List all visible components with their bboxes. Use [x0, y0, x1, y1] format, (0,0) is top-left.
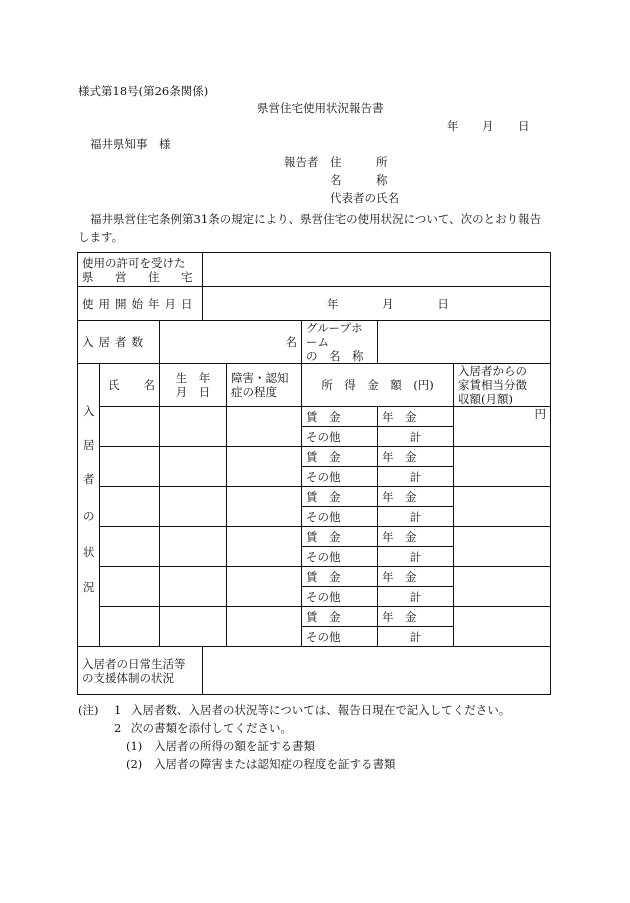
resident-dob-field[interactable]: [160, 607, 227, 647]
grouphome-name-field[interactable]: [378, 321, 551, 364]
resident-name-field[interactable]: [100, 567, 160, 607]
notes-label: (注): [78, 703, 99, 717]
status-char-5: 状: [83, 545, 95, 559]
start-date-label: 使用開始年月日: [78, 287, 203, 321]
date-year: 年: [447, 119, 459, 133]
income-pension-label: 年 金: [378, 447, 454, 467]
resident-dob-field[interactable]: [160, 447, 227, 487]
table-row: [78, 527, 551, 547]
support-system-field[interactable]: [203, 647, 551, 695]
resident-disability-field[interactable]: [227, 607, 302, 647]
income-wage-label: 賃 金: [302, 527, 378, 547]
residents-count-label: 入居者数: [78, 321, 160, 364]
status-char-4: の: [83, 509, 95, 523]
resident-disability-field[interactable]: [227, 567, 302, 607]
reporter-label: 報告者: [284, 155, 319, 169]
note2-text: 次の書類を添付してください。: [131, 721, 292, 735]
resident-disability-field[interactable]: [227, 527, 302, 567]
table-row: [78, 607, 551, 627]
subnote2-text: 入居者の障害または認知症の程度を証する書類: [154, 757, 396, 771]
note2-number: 2: [114, 721, 122, 735]
income-pension-label: 年 金: [378, 607, 454, 627]
income-pension-label: 年 金: [378, 487, 454, 507]
grouphome-name-label: グループホーム の 名 称: [302, 321, 378, 364]
rent-field[interactable]: [454, 447, 551, 487]
residents-count-field[interactable]: 名: [160, 321, 302, 364]
income-total-label: 計: [378, 507, 454, 527]
resident-disability-field[interactable]: [227, 407, 302, 447]
support-system-label: 入居者の日常生活等 の支援体制の状況: [78, 647, 203, 695]
resident-name-field[interactable]: [100, 527, 160, 567]
income-pension-label: 年 金: [378, 567, 454, 587]
income-total-label: 計: [378, 467, 454, 487]
income-wage-label: 賃 金: [302, 567, 378, 587]
reporter-address-label: 住 所: [330, 155, 388, 169]
start-date-field[interactable]: 年 月 日: [203, 287, 551, 321]
resident-dob-field[interactable]: [160, 567, 227, 607]
permitted-housing-field[interactable]: [203, 253, 551, 287]
income-total-label: 計: [378, 427, 454, 447]
table-row: [78, 567, 551, 587]
row-permitted-housing: [78, 253, 551, 287]
row-start-date: [78, 287, 551, 321]
addressee: 福井県知事 様: [90, 137, 171, 151]
rent-field[interactable]: [454, 487, 551, 527]
status-char-6: 況: [83, 580, 95, 594]
income-other-label: その他: [302, 507, 378, 527]
income-other-label: その他: [302, 547, 378, 567]
income-other-label: その他: [302, 467, 378, 487]
status-char-2: 居: [83, 438, 95, 452]
subnote1-text: 入居者の所得の額を証する書類: [154, 739, 315, 753]
document-title: 県営住宅使用状況報告書: [257, 101, 384, 115]
income-pension-label: 年 金: [378, 407, 454, 427]
reporter-name-label: 名 称: [330, 173, 388, 187]
income-other-label: その他: [302, 627, 378, 647]
subnote1-number: (1): [126, 739, 143, 753]
rent-field[interactable]: [454, 567, 551, 607]
status-char-3: 者: [83, 472, 95, 486]
row-residents: [78, 321, 551, 364]
rent-field[interactable]: 円: [454, 407, 551, 447]
income-other-label: その他: [302, 587, 378, 607]
table-row: [78, 447, 551, 467]
status-char-1: 入: [83, 404, 95, 418]
col-header-rent: 入居者からの 家賃相当分徴 収額(月額): [454, 364, 551, 407]
resident-name-field[interactable]: [100, 607, 160, 647]
row-support: [78, 647, 551, 695]
resident-dob-field[interactable]: [160, 527, 227, 567]
usage-report-table: [77, 252, 551, 695]
col-header-income: 所 得 金 額 (円): [302, 364, 454, 407]
income-wage-label: 賃 金: [302, 447, 378, 467]
income-total-label: 計: [378, 627, 454, 647]
permitted-housing-label: 使用の許可を受けた 県 営 住 宅: [78, 253, 203, 287]
subnote2-number: (2): [126, 757, 143, 771]
income-wage-label: 賃 金: [302, 607, 378, 627]
resident-name-field[interactable]: [100, 487, 160, 527]
income-wage-label: 賃 金: [302, 487, 378, 507]
col-header-name: 氏 名: [100, 364, 160, 407]
rent-field[interactable]: [454, 607, 551, 647]
resident-dob-field[interactable]: [160, 487, 227, 527]
date-month: 月: [482, 119, 494, 133]
note1-text: 入居者数、入居者の状況等については、報告日現在で記入してください。: [131, 703, 511, 717]
resident-disability-field[interactable]: [227, 447, 302, 487]
reporter-representative-label: 代表者の氏名: [330, 191, 399, 205]
income-total-label: 計: [378, 547, 454, 567]
table-row: [78, 407, 551, 427]
resident-name-field[interactable]: [100, 407, 160, 447]
income-wage-label: 賃 金: [302, 407, 378, 427]
col-header-disability: 障害・認知 症の程度: [227, 364, 302, 407]
body-text-line2: します。: [78, 230, 124, 244]
body-text-line1: 福井県営住宅条例第31条の規定により、県営住宅の使用状況について、次のとおり報告: [90, 212, 542, 226]
row-status-header: [78, 364, 551, 407]
table-row: [78, 487, 551, 507]
note1-number: 1: [114, 703, 122, 717]
resident-disability-field[interactable]: [227, 487, 302, 527]
income-other-label: その他: [302, 427, 378, 447]
rent-field[interactable]: [454, 527, 551, 567]
col-header-dob: 生 年 月 日: [160, 364, 227, 407]
income-total-label: 計: [378, 587, 454, 607]
form-number: 様式第18号(第26条関係): [78, 84, 209, 98]
income-pension-label: 年 金: [378, 527, 454, 547]
resident-name-field[interactable]: [100, 447, 160, 487]
date-day: 日: [518, 119, 530, 133]
resident-dob-field[interactable]: [160, 407, 227, 447]
